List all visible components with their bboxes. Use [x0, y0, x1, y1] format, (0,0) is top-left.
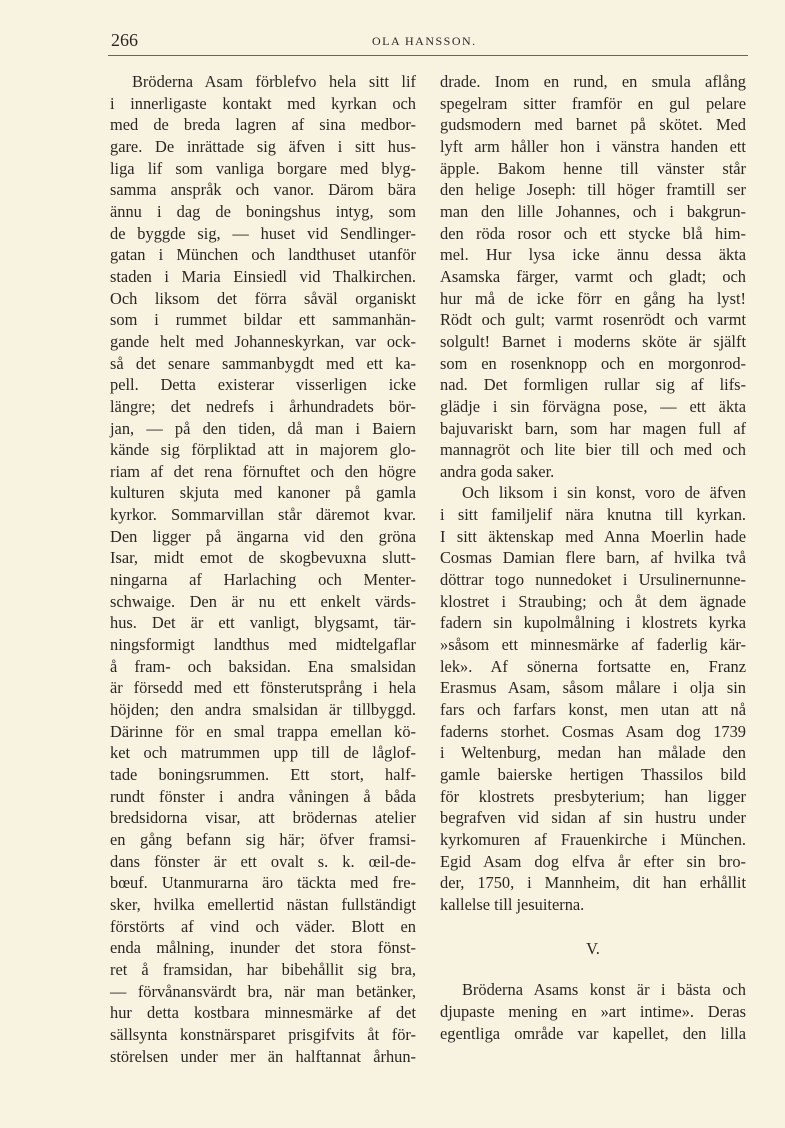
text-line: schwaige. Den är nu ett enkelt värds- — [110, 591, 416, 611]
text-line: nad. Det formligen rullar sig af lifs- — [440, 375, 746, 395]
text-line: Cosmas Damian flere barn, af hvilka två — [440, 548, 746, 568]
text-line: hur detta kostbara minnesmärke af det — [110, 1003, 416, 1023]
text-line: der, 1750, i Mannheim, dit han erhållit — [440, 873, 746, 893]
text-line: Rödt och gult; varmt rosenrödt och varmt — [440, 310, 746, 330]
right-column — [440, 71, 746, 1044]
text-line: å fram- och baksidan. Ena smalsidan — [110, 656, 416, 676]
text-line: förstörts af vind och väder. Blott en — [110, 916, 416, 936]
text-line: de byggde sig, — huset vid Sendlinger- — [110, 223, 416, 243]
text-line: gamle baierske hertigen Thassilos bild — [440, 765, 746, 784]
text-line: jan, — på den tiden, då man i Baiern — [110, 418, 416, 438]
text-line: så det senare sammanbygdt med ett ka- — [110, 353, 416, 373]
text-line: »såsom ett minnesmärke af faderlig kär- — [440, 635, 746, 655]
text-line: andra goda saker. — [440, 461, 555, 481]
text-line: bœuf. Utanmurarna äro täckta med fre- — [110, 873, 416, 893]
text-line: ret å framsidan, har bibehållit sig bra, — [110, 959, 416, 979]
text-line: lek». Af sönerna fortsatte en, Franz — [440, 656, 746, 676]
page-number: 266 — [111, 30, 138, 50]
text-line: faderns storhet. Cosmas Asam dog 1739 — [440, 721, 746, 741]
text-line: glädje i sin förvägna pose, — ett äkta — [440, 396, 746, 416]
text-line: I sitt äktenskap med Anna Moerlin hade — [440, 526, 746, 546]
text-line: fars och farfars konst, men utan att nå — [440, 700, 746, 720]
text-line: sällsynta konstnärsparet prisgifvits åt för- — [110, 1024, 416, 1044]
text-line: gatan i München och landthuset utanför — [110, 245, 416, 265]
text-line: bajuvariskt barn, som har magen full af — [440, 418, 746, 438]
text-line: enda målning, inunder det stora fönst- — [110, 938, 416, 958]
text-line: Bröderna Asam förblefvo hela sitt lif — [132, 72, 416, 91]
text-line: liga lif som vanliga borgare med blyg- — [110, 158, 416, 178]
header-rule — [108, 55, 748, 56]
text-line: för klostrets presbyterium; han ligger — [440, 786, 746, 806]
text-line: begrafven vid sidan af sin hustru under — [440, 808, 746, 828]
text-line: samma anspråk och vanor. Därom bära — [110, 180, 416, 200]
text-line: — förvånansvärdt bra, när man betänker, — [110, 981, 416, 1001]
text-line: ningsformigt landthus med midtelgaflar — [110, 635, 416, 655]
text-line: dans fönster är ett ovalt s. k. œil-de- — [110, 851, 416, 871]
text-line: Den ligger på ängarna vid den gröna — [110, 526, 416, 546]
text-line: man den lille Johannes, och i bakgrun- — [440, 201, 746, 221]
text-line: i innerligaste kontakt med kyrkan och — [110, 93, 416, 113]
text-line: drade. Inom en rund, en smula aflång — [440, 72, 746, 91]
text-line: med de breda lagren af sina medbor- — [110, 115, 416, 135]
text-line: pell. Detta existerar visserligen icke — [110, 375, 416, 395]
text-line: äpple. Bakom henne till vänster står — [440, 158, 746, 178]
text-line: gande helt med Johanneskyrkan, var ock- — [110, 331, 416, 351]
text-line: längre; det nedrefs i århundradets bör- — [110, 396, 416, 416]
text-line: solgult! Barnet i moderns sköte är själft — [440, 331, 746, 351]
text-line: i sitt familjelif nära knutna till kyrkan. — [440, 505, 746, 525]
text-line: hur må de icke förr en gång ha lyst! — [440, 288, 746, 308]
section-heading: V. — [586, 938, 600, 958]
text-line: hus. Det är ett vanligt, blygsamt, tär- — [110, 613, 416, 633]
running-title: OLA HANSSON. — [372, 34, 477, 48]
text-line: ännu i dag de boningshus intyg, som — [110, 201, 416, 221]
text-line: döttrar togo nunnedoket i Ursulinernunne- — [440, 570, 746, 590]
text-line: Därinne för en smal trappa emellan kö- — [110, 721, 416, 741]
text-line: bredsidorna visar, att brödernas atelier — [110, 808, 416, 828]
text-line: som en rosenknopp och en morgonrod- — [440, 353, 746, 373]
text-line: gare. De inrättade sig äfven i sitt hus- — [110, 136, 416, 156]
text-line: djupaste mening en »art intime». Deras — [440, 1001, 746, 1021]
text-line: kände sig förpliktad att in majorem glo- — [110, 440, 416, 460]
text-line: kyrkor. Sommarvillan står däremot kvar. — [110, 505, 416, 525]
text-line: gudsmodern med barnet på skötet. Med — [440, 115, 746, 135]
text-line: tade boningsrummen. Ett stort, half- — [110, 765, 416, 784]
text-line: fadern sin kupolmålning i klostrets kyrka — [440, 613, 746, 633]
text-line: lyft arm håller hon i vänstra handen ett — [440, 136, 746, 156]
text-line: Isar, midt emot de skogbevuxna slutt- — [110, 548, 416, 568]
text-line: ket och matrummen upp till de låglof- — [110, 743, 416, 763]
text-line: Och liksom i sin konst, voro de äfven — [462, 483, 746, 503]
text-line: Och liksom det förra såväl organiskt — [110, 288, 416, 308]
text-line: den röda rosor och ett stycke blå him- — [440, 223, 746, 243]
text-line: Egid Asam dog elfva år efter sin bro- — [440, 851, 746, 871]
text-line: en gång befann sig här; öfver framsi- — [110, 829, 416, 849]
text-line: kyrkomuren af Frauenkirche i München. — [440, 829, 746, 849]
text-line: egentliga område var kapellet, den lilla — [440, 1023, 746, 1043]
text-line: rundt fönster i andra våningen å båda — [110, 786, 416, 806]
text-line: kallelse till jesuiterna. — [440, 894, 585, 914]
text-line: i Weltenburg, medan han målade den — [440, 743, 746, 763]
text-line: staden i Maria Einsiedl vid Thalkirchen. — [110, 266, 416, 286]
text-line: riam af det rena förnuftet och den högre — [110, 461, 416, 481]
text-line: störelsen under mer än halftannat århun- — [110, 1046, 416, 1066]
text-line: Bröderna Asams konst är i bästa och — [462, 980, 746, 1000]
text-line: klostret i Straubing; och åt dem ägnade — [440, 591, 746, 611]
text-line: Asamska färger, varmt och gladt; och — [440, 266, 746, 286]
text-line: höjden; den andra smalsidan är tillbyggd. — [110, 700, 416, 720]
text-line: som i rummet bildar ett sammanhän- — [110, 310, 416, 330]
text-line: Erasmus Asam, såsom målare i olja sin — [440, 678, 746, 698]
text-line: kulturen skjuta med kanoner på gamla — [110, 483, 416, 503]
text-line: spegelram sitter framför en gul pelare — [440, 93, 746, 113]
text-line: den helige Joseph: till höger framtill ser — [440, 180, 746, 200]
text-line: är försedd med ett fönsterutsprång i hela — [110, 678, 416, 698]
text-line: sker, hvilka emellertid nästan fullständigt — [110, 894, 416, 914]
text-line: mannagröt och lite bier till och med och — [440, 440, 746, 460]
left-column — [110, 71, 416, 1067]
text-line: ningarna af Harlaching och Menter- — [110, 570, 416, 590]
text-line: mel. Hur lysa icke ännu dessa äkta — [440, 245, 746, 265]
